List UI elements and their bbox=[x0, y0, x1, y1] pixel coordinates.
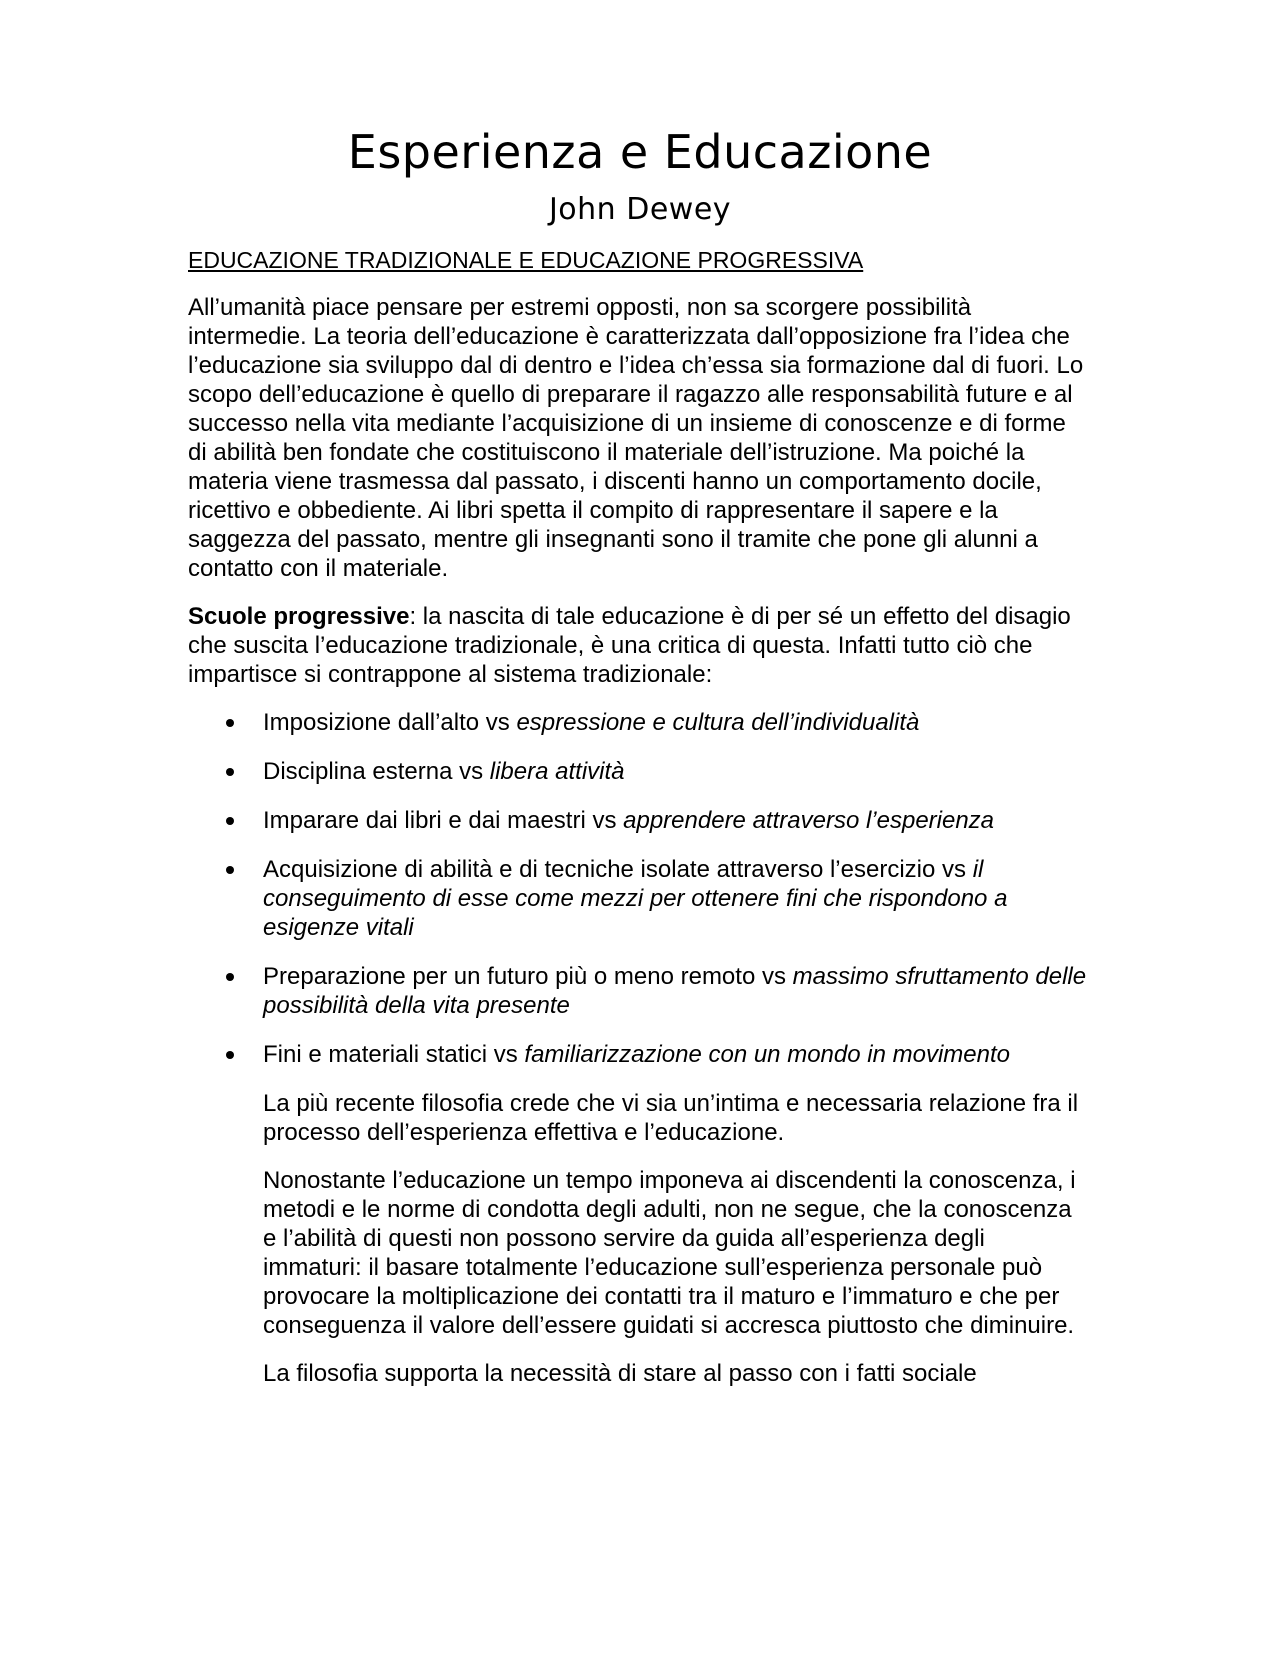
comparison-list bbox=[188, 708, 1088, 1069]
list-item bbox=[263, 806, 1088, 835]
list-item bbox=[263, 757, 1088, 786]
list-item-plain: Acquisizione di abilità e di tecniche isolate attraverso l’esercizio vs bbox=[263, 856, 973, 883]
bullet-icon bbox=[226, 817, 234, 825]
list-item bbox=[263, 1040, 1088, 1069]
bullet-icon bbox=[226, 973, 234, 981]
bullet-icon bbox=[226, 1051, 234, 1059]
closing-paragraph: Nonostante l’educazione un tempo imponeva ai discendenti la conoscenza, i metodi e le norme di condotta degli adulti, non ne segue, che la conoscenza e l’abilità di questi non possono servire da guida all’esperienza degli immaturi: il basare totalmente l’educazione sull’esperienza personale può provocare la moltiplicazione dei contatti tra il maturo e l’immaturo e che per conseguenza il valore dell’essere guidati si accresca piuttosto che diminuire. bbox=[263, 1167, 1076, 1339]
list-item bbox=[263, 855, 1088, 942]
document-author: John Dewey bbox=[548, 192, 732, 227]
closing-paragraph: La filosofia supporta la necessità di stare al passo con i fatti sociale bbox=[263, 1360, 977, 1387]
intro-paragraph: All’umanità piace pensare per estremi opposti, non sa scorgere possibilità intermedie. La teoria dell’educazione è caratterizzata dall’opposizione fra l’idea che l’educazione sia sviluppo dal di dentro e l’idea ch’essa sia formazione dal di fuori. Lo scopo dell’educazione è quello di preparare il ragazzo alle responsabilità future e al successo nella vita mediante l’acquisizione di un insieme di conoscenze e di forme di abilità ben fondate che costituiscono il materiale dell’istruzione. Ma poiché la materia viene trasmessa dal passato, i discenti hanno un comportamento docile, ricettivo e obbediente. Ai libri spetta il compito di rappresentare il sapere e la saggezza del passato, mentre gli insegnanti sono il tramite che pone gli alunni a contatto con il materiale. bbox=[188, 294, 1084, 582]
list-item-plain: Fini e materiali statici vs bbox=[263, 1041, 525, 1068]
bullet-icon bbox=[226, 768, 234, 776]
progressive-text: : la nascita di tale educazione è di per sé un effetto del disagio che suscita l’educazione tradizionale, è una critica di questa. Infatti tutto ciò che impartisce si contrappone al sistema tradizionale: bbox=[188, 603, 1071, 688]
list-item-plain: Disciplina esterna vs bbox=[263, 758, 490, 785]
list-item-italic: il conseguimento di esse come mezzi per ottenere fini che rispondono a esigenze vitali bbox=[263, 856, 1008, 941]
list-item-plain: Imparare dai libri e dai maestri vs bbox=[263, 807, 624, 834]
document-body bbox=[188, 246, 1088, 1407]
list-item-italic: massimo sfruttamento delle possibilità della vita presente bbox=[263, 963, 1087, 1019]
list-item bbox=[263, 962, 1088, 1020]
section-heading: EDUCAZIONE TRADIZIONALE E EDUCAZIONE PROGRESSIVA bbox=[188, 247, 864, 273]
list-item-italic: familiarizzazione con un mondo in movimento bbox=[524, 1041, 1010, 1068]
list-item-italic: libera attività bbox=[489, 758, 625, 785]
progressive-label: Scuole progressive bbox=[188, 603, 410, 630]
bullet-icon bbox=[226, 719, 234, 727]
bullet-icon bbox=[226, 866, 234, 874]
progressive-paragraph bbox=[188, 602, 1088, 689]
list-item-plain: Preparazione per un futuro più o meno remoto vs bbox=[263, 963, 793, 990]
closing-paragraph: La più recente filosofia crede che vi sia un’intima e necessaria relazione fra il processo dell’esperienza effettiva e l’educazione. bbox=[263, 1090, 1079, 1146]
list-item-plain: Imposizione dall’alto vs bbox=[263, 709, 517, 736]
document-title: Esperienza e Educazione bbox=[347, 125, 933, 179]
list-item bbox=[263, 708, 1088, 737]
list-item-italic: apprendere attraverso l’esperienza bbox=[623, 807, 995, 834]
list-item-italic: espressione e cultura dell’individualità bbox=[516, 709, 920, 736]
